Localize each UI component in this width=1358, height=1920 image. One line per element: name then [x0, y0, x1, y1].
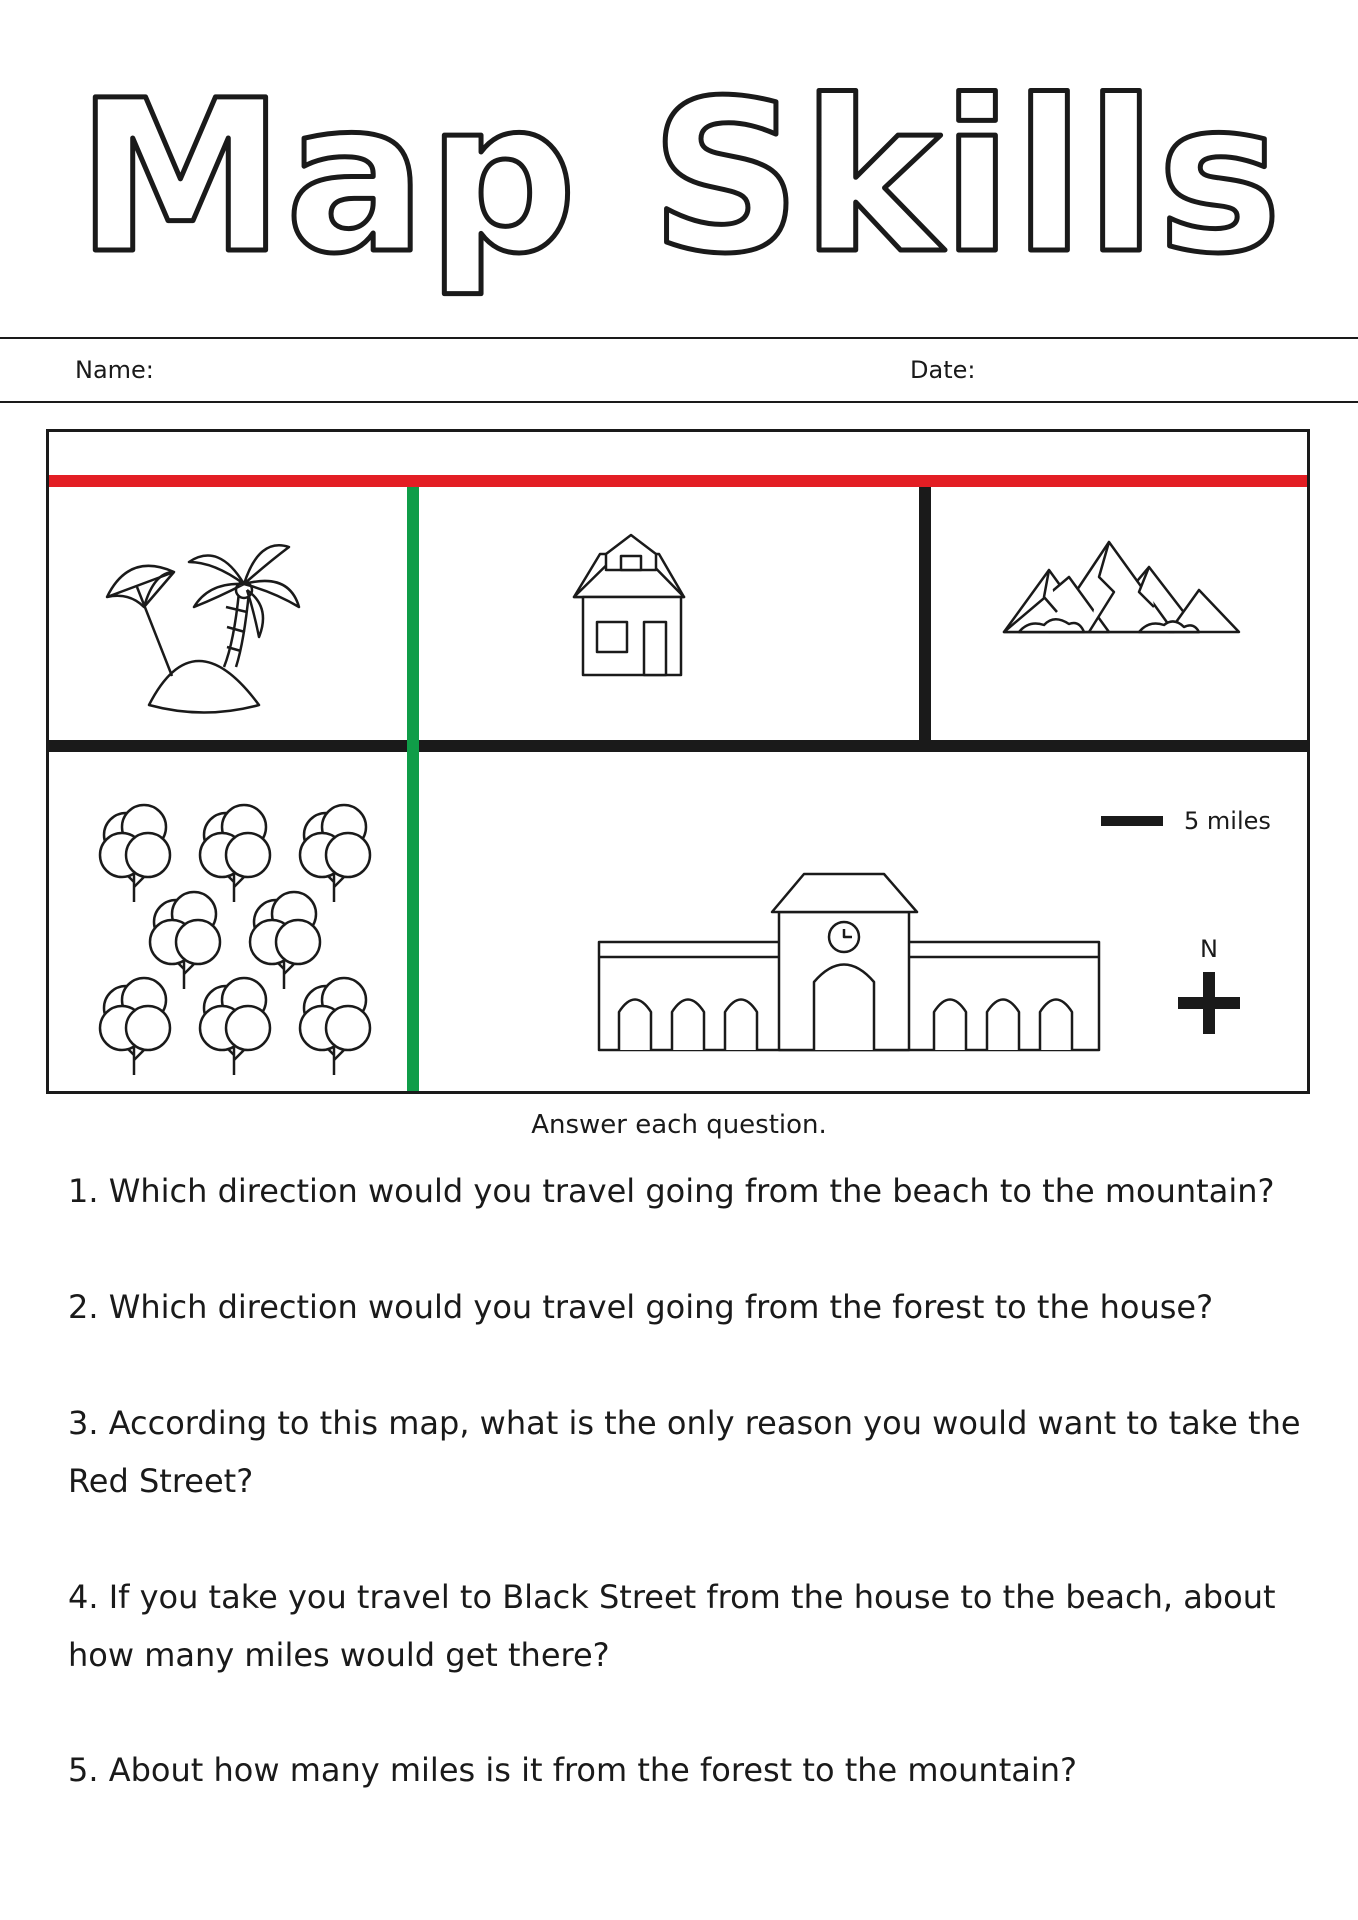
page-title	[0, 40, 1358, 320]
station-building-icon	[599, 874, 1099, 1050]
tree-icon	[300, 978, 370, 1075]
top-rule	[0, 337, 1358, 339]
question-1: 1. Which direction would you travel going from the beach to the mountain?	[68, 1172, 1275, 1210]
green-street	[407, 487, 419, 1094]
instructions-text: Answer each question.	[531, 1110, 827, 1140]
tree-icon	[300, 805, 370, 902]
question-2: 2. Which direction would you travel going from the forest to the house?	[68, 1288, 1214, 1326]
question-4: 4. If you take you travel to Black Street from the house to the beach, about how many miles would get there?	[68, 1578, 1276, 1674]
mountain-icon	[1004, 542, 1239, 632]
page-title-text: Map Skills	[76, 55, 1282, 300]
tree-icon	[150, 892, 220, 989]
scale-label: 5 miles	[1184, 807, 1271, 835]
tree-icon	[100, 805, 170, 902]
black-street-vertical	[919, 487, 931, 740]
scale-bar	[1101, 816, 1163, 826]
red-street	[49, 475, 1310, 487]
black-street-horizontal	[49, 740, 1310, 752]
tree-icon	[100, 978, 170, 1075]
compass-icon	[1178, 972, 1240, 1034]
tree-icon	[250, 892, 320, 989]
bottom-rule	[0, 401, 1358, 403]
tree-icon	[200, 805, 270, 902]
map	[46, 429, 1310, 1094]
house-icon	[574, 535, 684, 675]
tree-icon	[200, 978, 270, 1075]
name-label: Name:	[75, 356, 154, 384]
forest-icon	[100, 805, 370, 1075]
question-5: 5. About how many miles is it from the forest to the mountain?	[68, 1751, 1077, 1789]
question-3: 3. According to this map, what is the only reason you would want to take the Red Street?	[68, 1404, 1301, 1500]
date-label: Date:	[910, 356, 976, 384]
compass-label: N	[1200, 935, 1218, 963]
beach-icon	[107, 545, 299, 712]
